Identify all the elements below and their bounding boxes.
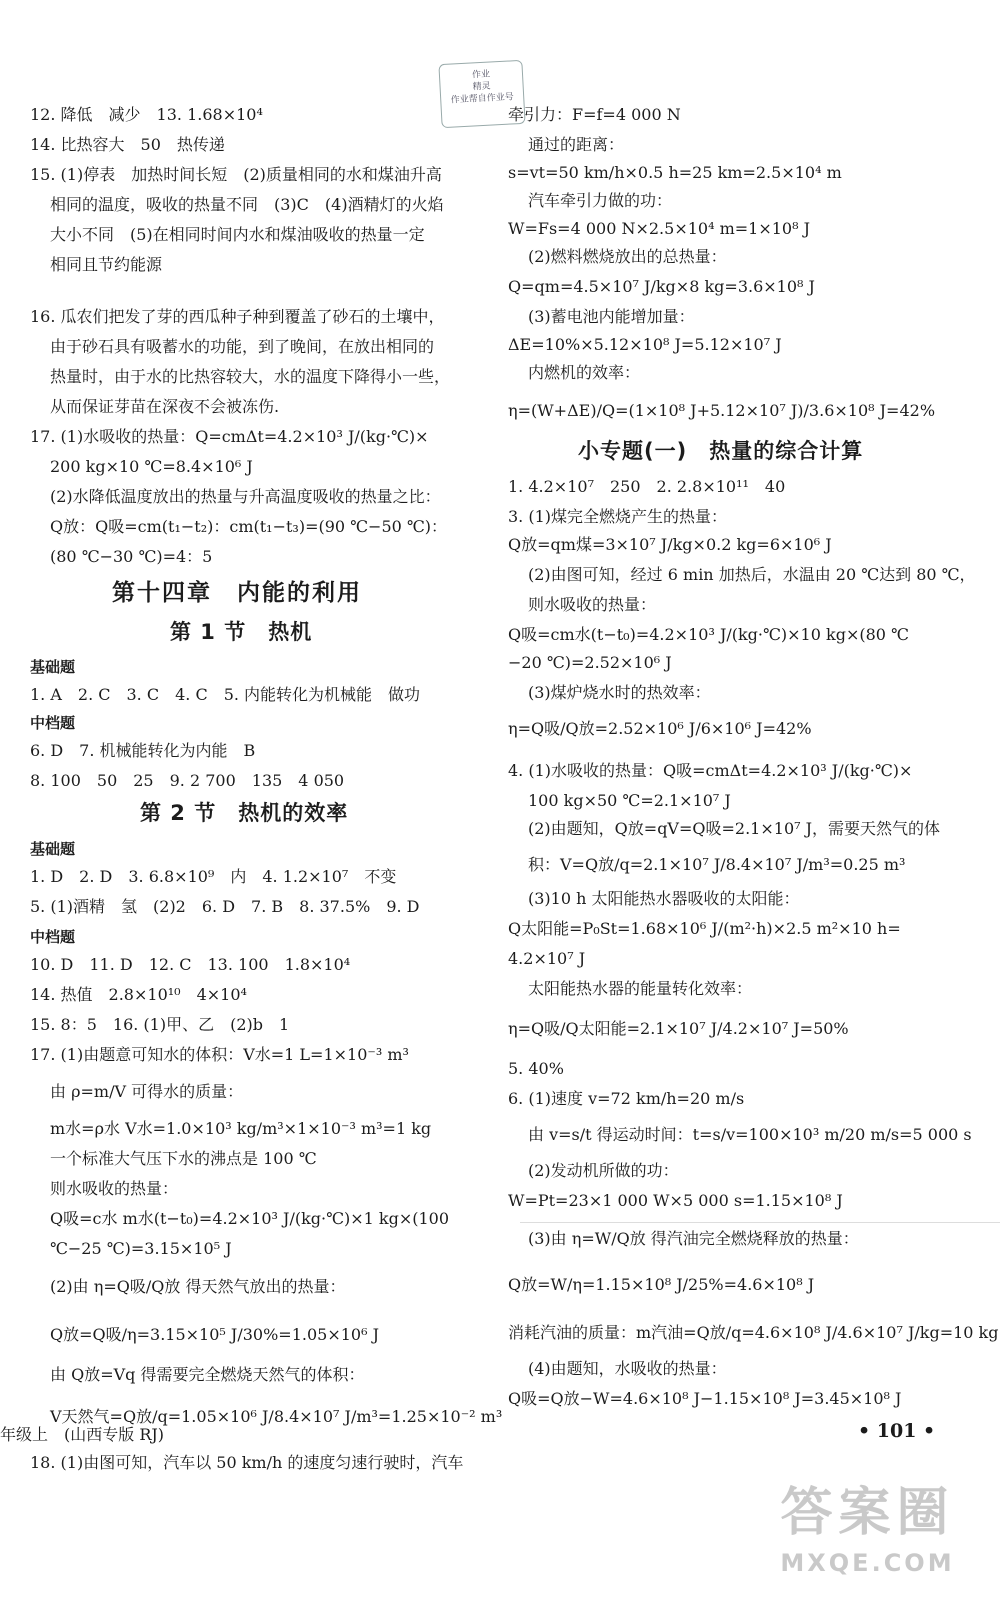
answer-line: (2)由图可知，经过 6 min 加热后，水温由 20 ℃达到 80 ℃，	[528, 565, 976, 584]
watermark-logo	[745, 1478, 990, 1593]
answer-line: 相同且节约能源	[50, 255, 163, 274]
answer-line: 100 kg×50 ℃=2.1×10⁷ J	[528, 791, 731, 810]
answer-line: 5. 40%	[508, 1059, 564, 1078]
answer-line: Q吸=c水 m水(t−t₀)=4.2×10³ J/(kg·℃)×1 kg×(100	[50, 1209, 450, 1228]
answer-line: 汽车牵引力做的功：	[528, 191, 673, 210]
answer-line: 4.2×10⁷ J	[508, 949, 586, 968]
divider	[520, 1222, 1000, 1223]
answer-line: W=Fs=4 000 N×2.5×10⁴ m=1×10⁸ J	[508, 219, 811, 238]
answer-line: 17. (1)水吸收的热量：Q=cmΔt=4.2×10³ J/(kg·℃)×	[30, 427, 429, 446]
answer-line: Q放：Q吸=cm(t₁−t₂)：cm(t₁−t₃)=(90 ℃−50 ℃)：	[50, 517, 448, 536]
answer-line: Q=qm=4.5×10⁷ J/kg×8 kg=3.6×10⁸ J	[508, 277, 815, 296]
answer-line: s=vt=50 km/h×0.5 h=25 km=2.5×10⁴ m	[508, 163, 842, 182]
footer-edition: 年级上 (山西专版 RJ)	[0, 1425, 165, 1444]
answer-line: 1. A 2. C 3. C 4. C 5. 内能转化为机械能 做功	[30, 685, 421, 704]
answer-line: 一个标准大气压下水的沸点是 100 ℃	[50, 1149, 317, 1168]
answer-line: 由 Q放=Vq 得需要完全燃烧天然气的体积：	[50, 1365, 365, 1384]
answer-line: 积：V=Q放/q=2.1×10⁷ J/8.4×10⁷ J/m³=0.25 m³	[528, 855, 906, 874]
answer-line: 1. 4.2×10⁷ 250 2. 2.8×10¹¹ 40	[508, 477, 786, 496]
answer-line: ΔE=10%×5.12×10⁸ J=5.12×10⁷ J	[508, 335, 782, 354]
heading: 基础题	[30, 840, 76, 858]
answer-line: 200 kg×10 ℃=8.4×10⁶ J	[50, 457, 253, 476]
answer-line: (3)10 h 太阳能热水器吸收的太阳能：	[528, 889, 800, 908]
answer-line: η=Q吸/Q太阳能=2.1×10⁷ J/4.2×10⁷ J=50%	[508, 1019, 849, 1038]
answer-line: 6. D 7. 机械能转化为内能 B	[30, 741, 256, 760]
stamp-line: 作业帮自作业号	[450, 92, 514, 106]
heading: 中档题	[30, 714, 76, 732]
answer-line: Q放=qm煤=3×10⁷ J/kg×0.2 kg=6×10⁶ J	[508, 535, 832, 554]
answer-line: (4)由题知，水吸收的热量：	[528, 1359, 727, 1378]
answer-line: (3)由 η=W/Q放 得汽油完全燃烧释放的热量：	[528, 1229, 859, 1248]
answer-line: 内燃机的效率：	[528, 363, 641, 382]
answer-line: 通过的距离：	[528, 135, 625, 154]
answer-line: 由于砂石具有吸蓄水的功能，到了晚间，在放出相同的	[50, 337, 435, 356]
answer-line: 12. 降低 减少 13. 1.68×10⁴	[30, 105, 263, 124]
heading: 小专题(一) 热量的综合计算	[578, 439, 864, 463]
answer-line: (2)由题知，Q放=qV=Q吸=2.1×10⁷ J，需要天然气的体	[528, 819, 941, 838]
answer-line: V天然气=Q放/q=1.05×10⁶ J/8.4×10⁷ J/m³=1.25×10⁻² m³	[50, 1407, 503, 1426]
answer-line: Q放=W/η=1.15×10⁸ J/25%=4.6×10⁸ J	[508, 1275, 815, 1294]
answer-line: 相同的温度，吸收的热量不同 (3)C (4)酒精灯的火焰	[50, 195, 444, 214]
stamp-line: 作业	[471, 69, 491, 81]
answer-line: Q吸=cm水(t−t₀)=4.2×10³ J/(kg·℃)×10 kg×(80 ℃	[508, 625, 909, 644]
answer-line: 热量时，由于水的比热容较大，水的温度下降得小一些，	[50, 367, 451, 386]
answer-line: 18. (1)由图可知，汽车以 50 km/h 的速度匀速行驶时，汽车	[30, 1453, 464, 1472]
answer-line: (2)燃料燃烧放出的总热量：	[528, 247, 727, 266]
answer-line: (2)由 η=Q吸/Q放 得天然气放出的热量：	[50, 1277, 346, 1296]
answer-line: 消耗汽油的质量：m汽油=Q放/q=4.6×10⁸ J/4.6×10⁷ J/kg=10 kg	[508, 1323, 999, 1342]
answer-line: 从而保证芽苗在深夜不会被冻伤.	[50, 397, 280, 416]
stamp-line: 精灵	[472, 81, 491, 93]
answer-line: Q吸=Q放−W=4.6×10⁸ J−1.15×10⁸ J=3.45×10⁸ J	[508, 1389, 902, 1408]
answer-line: 则水吸收的热量：	[50, 1179, 179, 1198]
heading: 中档题	[30, 928, 76, 946]
answer-line: η=Q吸/Q放=2.52×10⁶ J/6×10⁶ J=42%	[508, 719, 812, 738]
answer-line: W=Pt=23×1 000 W×5 000 s=1.15×10⁸ J	[508, 1191, 843, 1210]
answer-line: 16. 瓜农们把发了芽的西瓜种子种到覆盖了砂石的土壤中，	[30, 307, 445, 326]
answer-line: ℃−25 ℃)=3.15×10⁵ J	[50, 1239, 232, 1258]
answer-line: 5. (1)酒精 氢 (2)2 6. D 7. B 8. 37.5% 9. D	[30, 897, 420, 916]
answer-line: m水=ρ水 V水=1.0×10³ kg/m³×1×10⁻³ m³=1 kg	[50, 1119, 432, 1138]
answer-line: 14. 比热容大 50 热传递	[30, 135, 225, 154]
answer-line: 15. 8：5 16. (1)甲、乙 (2)b 1	[30, 1015, 290, 1034]
heading: 第十四章 内能的利用	[112, 580, 362, 606]
answer-line: Q太阳能=P₀St=1.68×10⁶ J/(m²·h)×2.5 m²×10 h=	[508, 919, 901, 938]
answer-line: 由 v=s/t 得运动时间：t=s/v=100×10³ m/20 m/s=5 000 s	[528, 1125, 972, 1144]
answer-line: 则水吸收的热量：	[528, 595, 657, 614]
heading: 第 2 节 热机的效率	[140, 801, 349, 825]
answer-line: 8. 100 50 25 9. 2 700 135 4 050	[30, 771, 345, 790]
answer-line: 15. (1)停表 加热时间长短 (2)质量相同的水和煤油升高	[30, 165, 442, 184]
answer-line: −20 ℃)=2.52×10⁶ J	[508, 653, 672, 672]
answer-line: 4. (1)水吸收的热量：Q吸=cmΔt=4.2×10³ J/(kg·℃)×	[508, 761, 913, 780]
answer-line: 牵引力：F=f=4 000 N	[508, 105, 681, 124]
heading: 第 1 节 热机	[170, 620, 313, 644]
answer-line: 3. (1)煤完全燃烧产生的热量：	[508, 507, 728, 526]
answer-line: (2)水降低温度放出的热量与升高温度吸收的热量之比：	[50, 487, 441, 506]
answer-line: 太阳能热水器的能量转化效率：	[528, 979, 753, 998]
answer-line: 10. D 11. D 12. C 13. 100 1.8×10⁴	[30, 955, 351, 974]
answer-line: (3)蓄电池内能增加量：	[528, 307, 695, 326]
answer-line: 17. (1)由题意可知水的体积：V水=1 L=1×10⁻³ m³	[30, 1045, 409, 1064]
answer-line: 14. 热值 2.8×10¹⁰ 4×10⁴	[30, 985, 247, 1004]
answer-line: 大小不同 (5)在相同时间内水和煤油吸收的热量一定	[50, 225, 425, 244]
heading: 基础题	[30, 658, 76, 676]
watermark-url: MXQE.COM	[780, 1549, 955, 1577]
answer-line: 1. D 2. D 3. 6.8×10⁹ 内 4. 1.2×10⁷ 不变	[30, 867, 397, 886]
answer-line: 6. (1)速度 v=72 km/h=20 m/s	[508, 1089, 745, 1108]
page-number: • 101 •	[858, 1420, 936, 1442]
answer-line: (80 ℃−30 ℃)=4：5	[50, 547, 213, 566]
answer-line: (3)煤炉烧水时的热效率：	[528, 683, 711, 702]
answer-line: (2)发动机所做的功：	[528, 1161, 679, 1180]
watermark-text: 答案圈	[780, 1483, 955, 1543]
answer-line: η=(W+ΔE)/Q=(1×10⁸ J+5.12×10⁷ J)/3.6×10⁸ J=42%	[508, 401, 936, 420]
answer-line: Q放=Q吸/η=3.15×10⁵ J/30%=1.05×10⁶ J	[50, 1325, 379, 1344]
answer-line: 由 ρ=m/V 可得水的质量：	[50, 1082, 244, 1101]
